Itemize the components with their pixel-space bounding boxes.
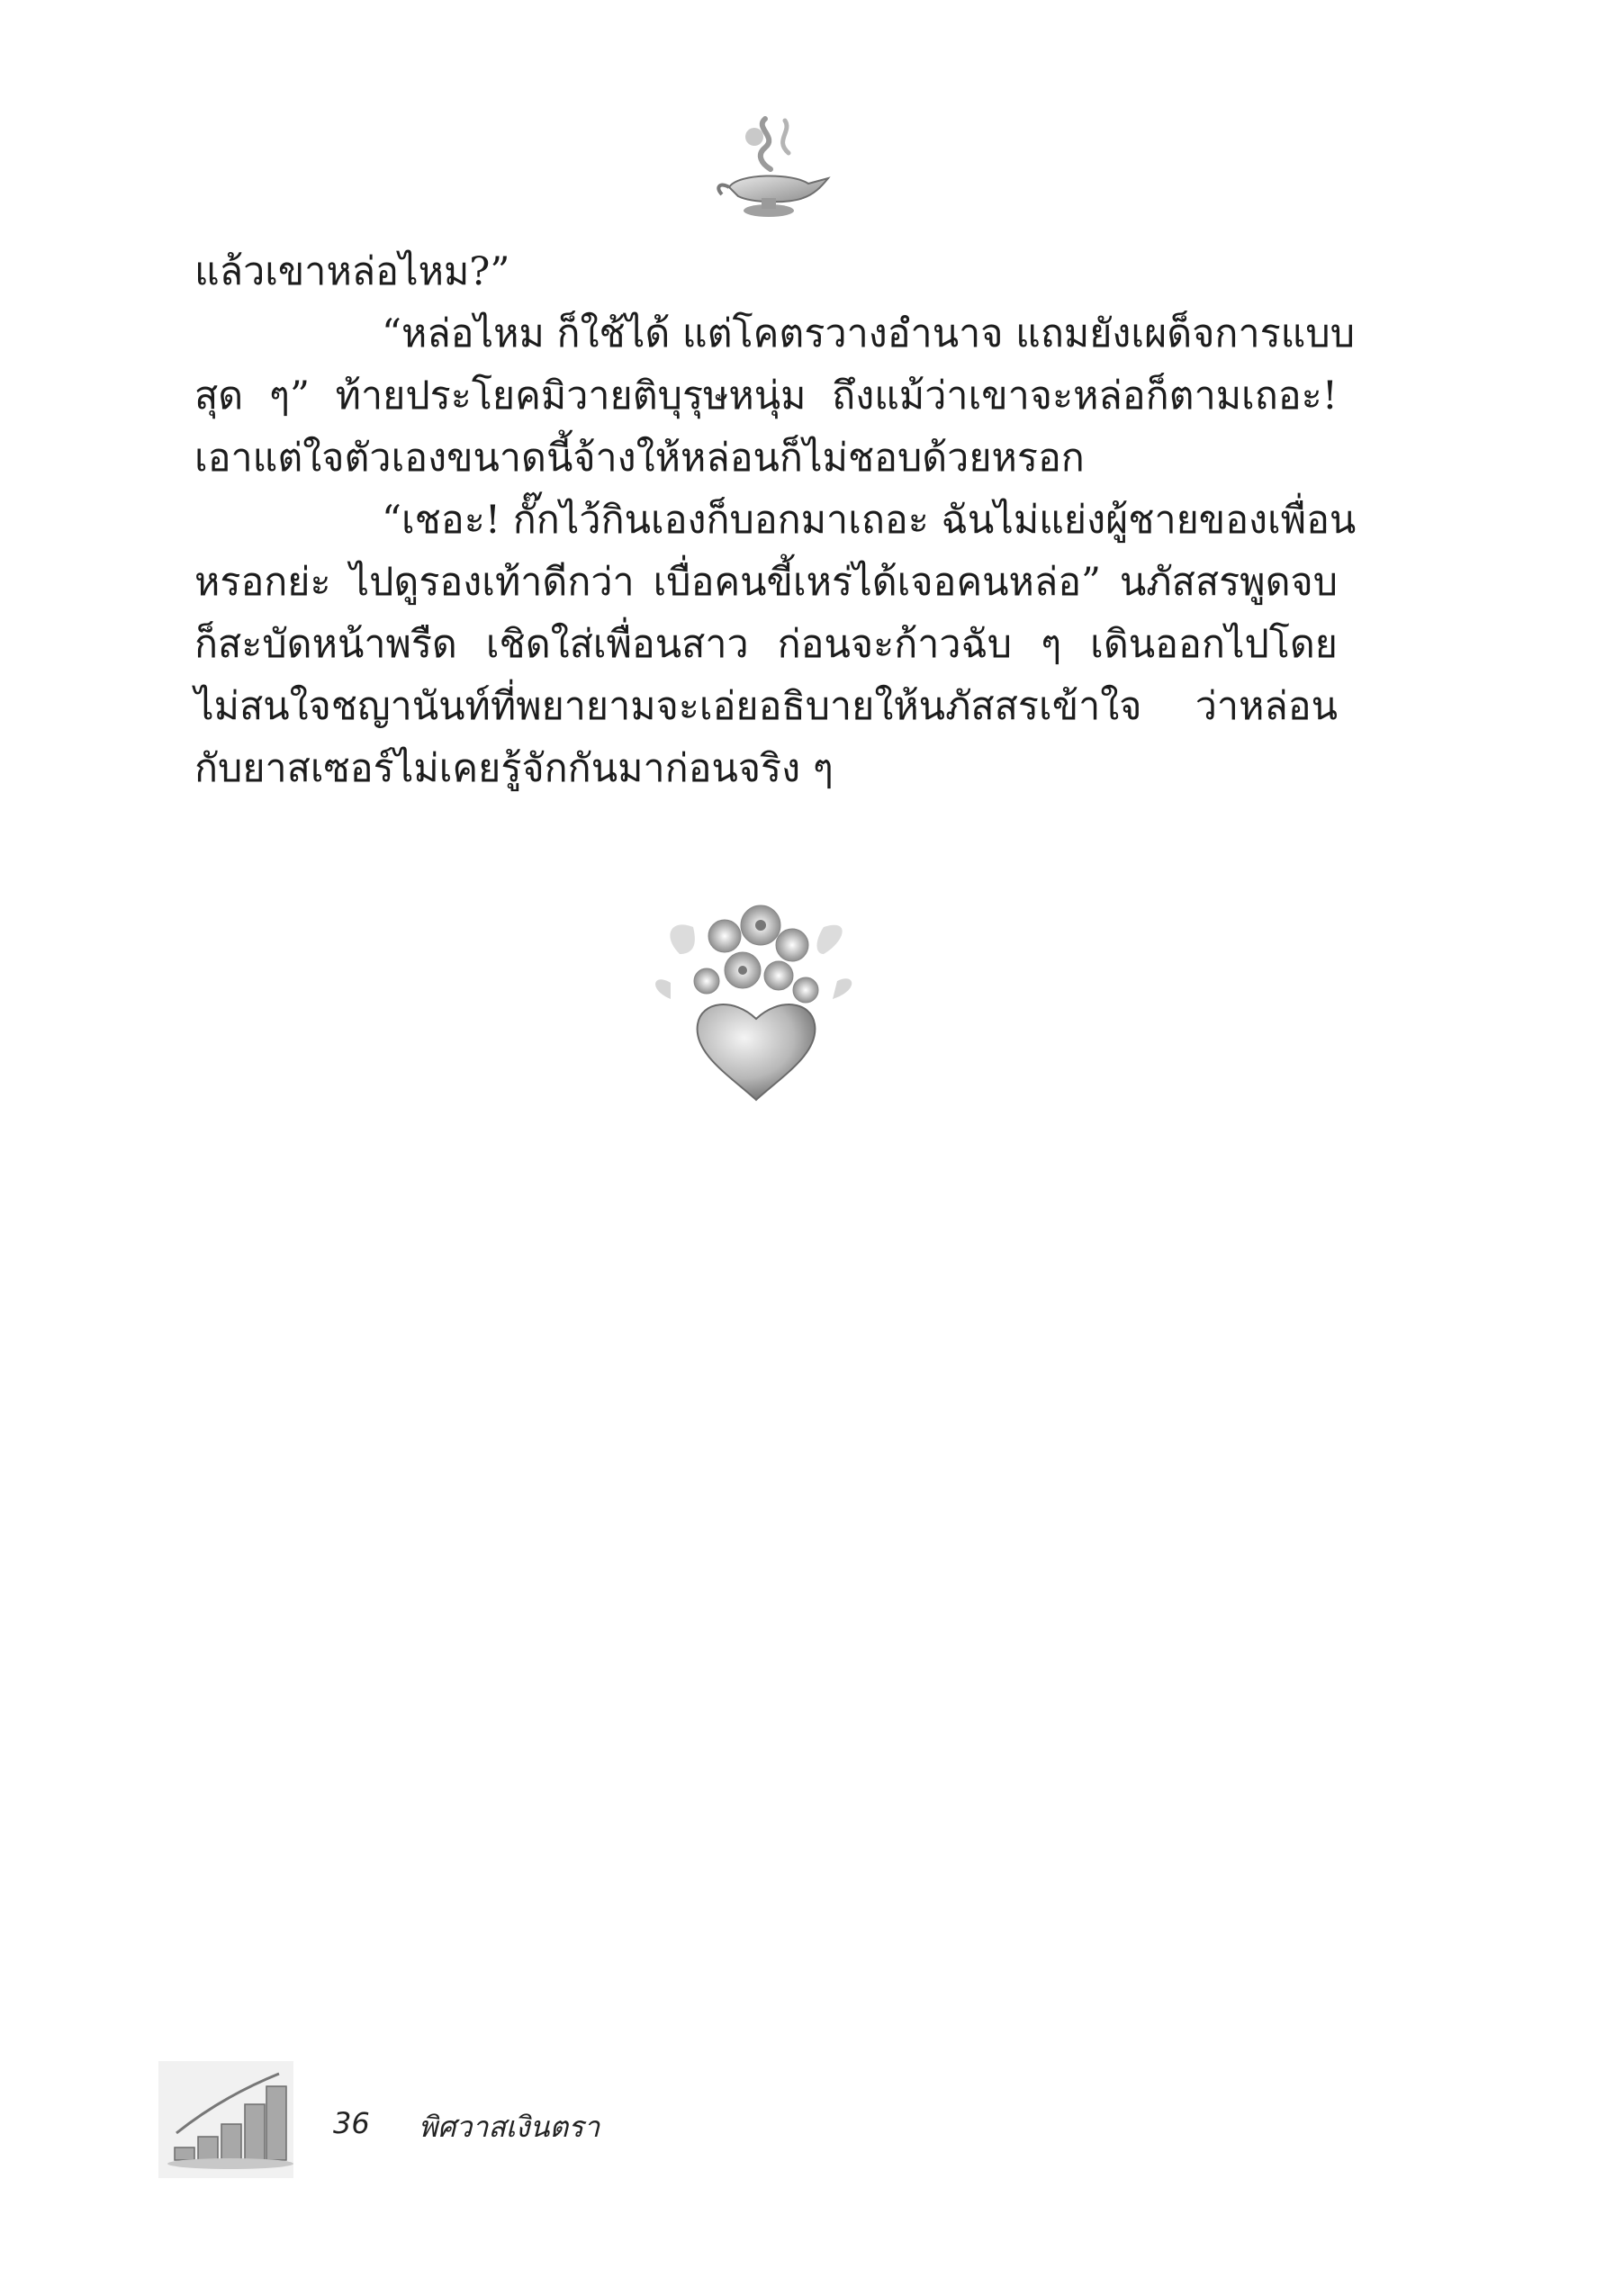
flower-heart-icon — [644, 900, 869, 1107]
body-text — [194, 241, 1357, 800]
page-number: 36 — [333, 2106, 370, 2140]
text-line: สุด ๆ” ท้ายประโยคมิวายติบุรุษหนุ่ม ถึงแม้ว่าเขาจะหล่อก็ตามเถอะ! — [194, 374, 1338, 419]
text-line: “เชอะ! กั๊กไว้กินเองก็บอกมาเถอะ ฉันไม่แย่งผู้ชายของเพื่อน — [382, 498, 1357, 543]
text-line: แล้วเขาหล่อไหม?” — [194, 249, 510, 294]
text-line: ก็สะบัดหน้าพรืด เชิดใส่เพื่อนสาว ก่อนจะก้าวฉับ ๆ เดินออกไปโดย — [194, 622, 1338, 667]
book-title: พิศวาสเงินตรา — [419, 2110, 600, 2144]
coin-stacks-icon — [158, 2061, 293, 2178]
text-line: “หล่อไหม ก็ใช้ได้ แต่โคตรวางอำนาจ แถมยังเผด็จการแบบ — [382, 311, 1355, 356]
text-line: ไม่สนใจชญานันท์ที่พยายามจะเอ่ยอธิบายให้นภัสสรเข้าใจ ว่าหล่อน — [194, 684, 1338, 729]
text-line: หรอกย่ะ ไปดูรองเท้าดีกว่า เบื่อคนขี้เหร่ได้เจอคนหล่อ” นภัสสรพูดจบ — [194, 560, 1338, 605]
text-line: กับยาสเซอร์ไม่เคยรู้จักกันมาก่อนจริง ๆ — [194, 746, 834, 791]
magic-lamp-icon — [702, 101, 837, 236]
text-line: เอาแต่ใจตัวเองขนาดนี้จ้างให้หล่อนก็ไม่ชอบด้วยหรอก — [194, 436, 1085, 481]
